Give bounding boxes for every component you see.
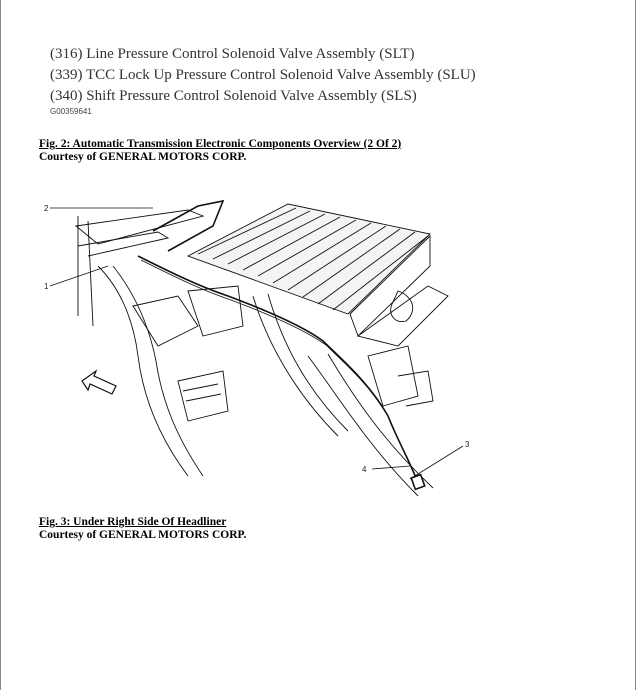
component-legend [50, 44, 570, 117]
callout-3: 3 [465, 440, 470, 449]
figure-3-caption [39, 516, 246, 542]
figure-3-title[interactable]: Fig. 3: Under Right Side Of Headliner [39, 516, 227, 528]
roof-panel [188, 204, 448, 346]
headliner-illustration [38, 196, 488, 506]
legend-item: (339) TCC Lock Up Pressure Control Solenoid Valve Assembly (SLU) [50, 67, 476, 83]
callout-4: 4 [362, 465, 367, 474]
legend-item: (316) Line Pressure Control Solenoid Valve Assembly (SLT) [50, 46, 415, 62]
legend-graphic-code: G00359641 [50, 107, 92, 116]
figure-2-title[interactable]: Fig. 2: Automatic Transmission Electronic Components Overview (2 Of 2) [39, 138, 402, 150]
forward-arrow-icon [82, 371, 116, 394]
figure-2-caption [39, 138, 401, 164]
callout-2: 2 [44, 204, 49, 213]
figure-2-credit: Courtesy of GENERAL MOTORS CORP. [39, 151, 247, 163]
legend-item: (340) Shift Pressure Control Solenoid Valve Assembly (SLS) [50, 88, 417, 104]
figure-3-credit: Courtesy of GENERAL MOTORS CORP. [39, 529, 247, 541]
callout-1: 1 [44, 282, 49, 291]
